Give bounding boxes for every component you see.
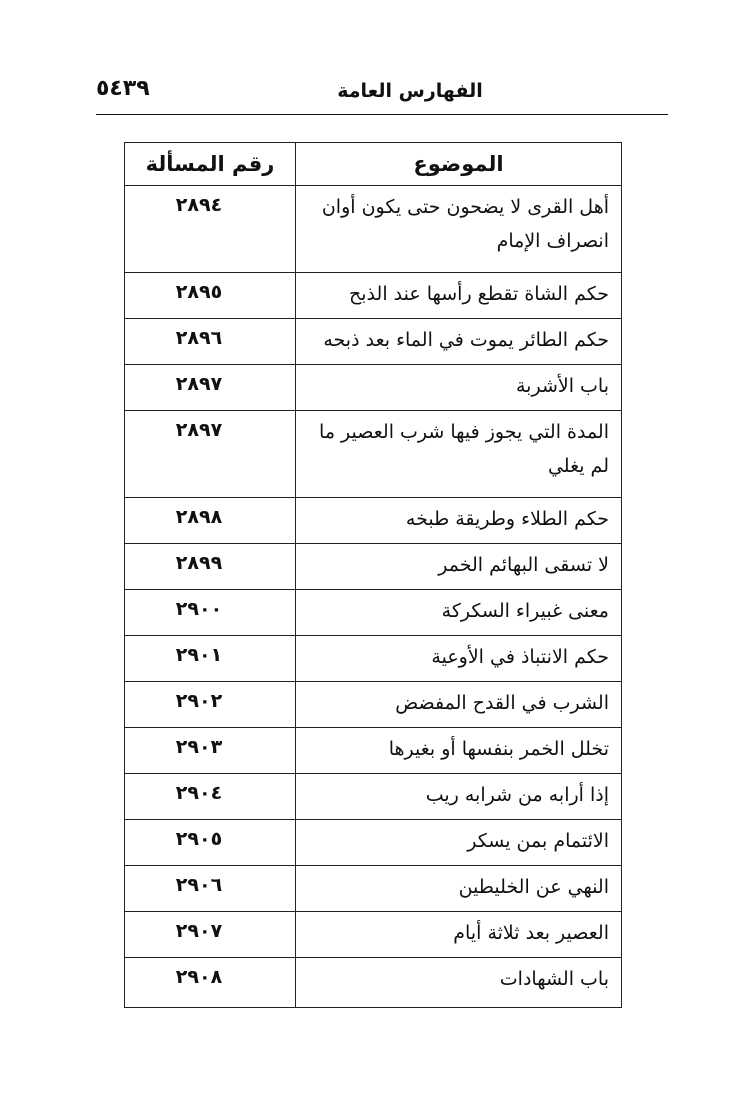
issue-number: ٢٨٩٨ (175, 506, 223, 528)
issue-number-cell (125, 728, 296, 774)
topic-cell: حكم الشاة تقطع رأسها عند الذبح (296, 273, 622, 319)
topic-cell: الائتمام بمن يسكر (296, 820, 622, 866)
issue-number: ٢٨٩٧ (175, 373, 223, 395)
topic-cell: لا تسقى البهائم الخمر (296, 544, 622, 590)
page-number: ٥٤٣٩ (96, 76, 150, 101)
issue-number-cell (125, 544, 296, 590)
table-row (125, 774, 622, 820)
issue-number: ٢٩٠٤ (175, 782, 223, 804)
table-row (125, 636, 622, 682)
topic-cell: النهي عن الخليطين (296, 866, 622, 912)
running-title: الفهارس العامة (337, 80, 483, 102)
table-row (125, 866, 622, 912)
topic-cell: معنى غبيراء السكركة (296, 590, 622, 636)
topic-cell: تخلل الخمر بنفسها أو بغيرها (296, 728, 622, 774)
issue-number-cell (125, 273, 296, 319)
table-row (125, 273, 622, 319)
table-row (125, 912, 622, 958)
issue-number-cell (125, 682, 296, 728)
table-row (125, 682, 622, 728)
issue-number: ٢٩٠٥ (175, 828, 223, 850)
table-row (125, 186, 622, 273)
issue-number-cell (125, 912, 296, 958)
issue-number: ٢٩٠٠ (175, 598, 223, 620)
table-row (125, 728, 622, 774)
issue-number: ٢٩٠٨ (175, 966, 223, 988)
issue-number: ٢٩٠٦ (175, 874, 223, 896)
issue-number: ٢٨٩٧ (175, 419, 223, 441)
table-row (125, 365, 622, 411)
table-row (125, 411, 622, 498)
issue-number-cell (125, 319, 296, 365)
issue-number: ٢٩٠٧ (175, 920, 223, 942)
issue-number: ٢٨٩٥ (175, 281, 223, 303)
table-header-row (125, 143, 622, 186)
table-row (125, 820, 622, 866)
table-row (125, 958, 622, 1008)
issue-number-cell (125, 590, 296, 636)
issue-number: ٢٩٠١ (175, 644, 223, 666)
issue-number-cell (125, 774, 296, 820)
issue-number: ٢٨٩٩ (175, 552, 223, 574)
column-header-topic: الموضوع (296, 143, 622, 186)
table-row (125, 544, 622, 590)
index-table (124, 142, 622, 1008)
topic-cell: الشرب في القدح المفضض (296, 682, 622, 728)
topic-cell: حكم الطلاء وطريقة طبخه (296, 498, 622, 544)
table-row (125, 590, 622, 636)
issue-number-cell (125, 411, 296, 498)
table-row (125, 319, 622, 365)
issue-number-cell (125, 365, 296, 411)
topic-cell: باب الشهادات (296, 958, 622, 1008)
topic-cell: حكم الطائر يموت في الماء بعد ذبحه (296, 319, 622, 365)
issue-number: ٢٩٠٢ (175, 690, 223, 712)
topic-cell: العصير بعد ثلاثة أيام (296, 912, 622, 958)
table-row (125, 498, 622, 544)
issue-number: ٢٨٩٦ (175, 327, 223, 349)
issue-number-cell (125, 866, 296, 912)
topic-cell: أهل القرى لا يضحون حتى يكون أوان انصراف الإمام (296, 186, 622, 273)
topic-cell: حكم الانتباذ في الأوعية (296, 636, 622, 682)
issue-number: ٢٩٠٣ (175, 736, 223, 758)
issue-number-cell (125, 958, 296, 1008)
column-header-number: رقم المسألة (125, 143, 296, 186)
topic-cell: باب الأشربة (296, 365, 622, 411)
header-rule (96, 114, 668, 115)
topic-cell: المدة التي يجوز فيها شرب العصير ما لم يغلي (296, 411, 622, 498)
issue-number-cell (125, 498, 296, 544)
issue-number-cell (125, 636, 296, 682)
topic-cell: إذا أرابه من شرابه ريب (296, 774, 622, 820)
issue-number-cell (125, 820, 296, 866)
issue-number-cell (125, 186, 296, 273)
issue-number: ٢٨٩٤ (175, 194, 223, 216)
